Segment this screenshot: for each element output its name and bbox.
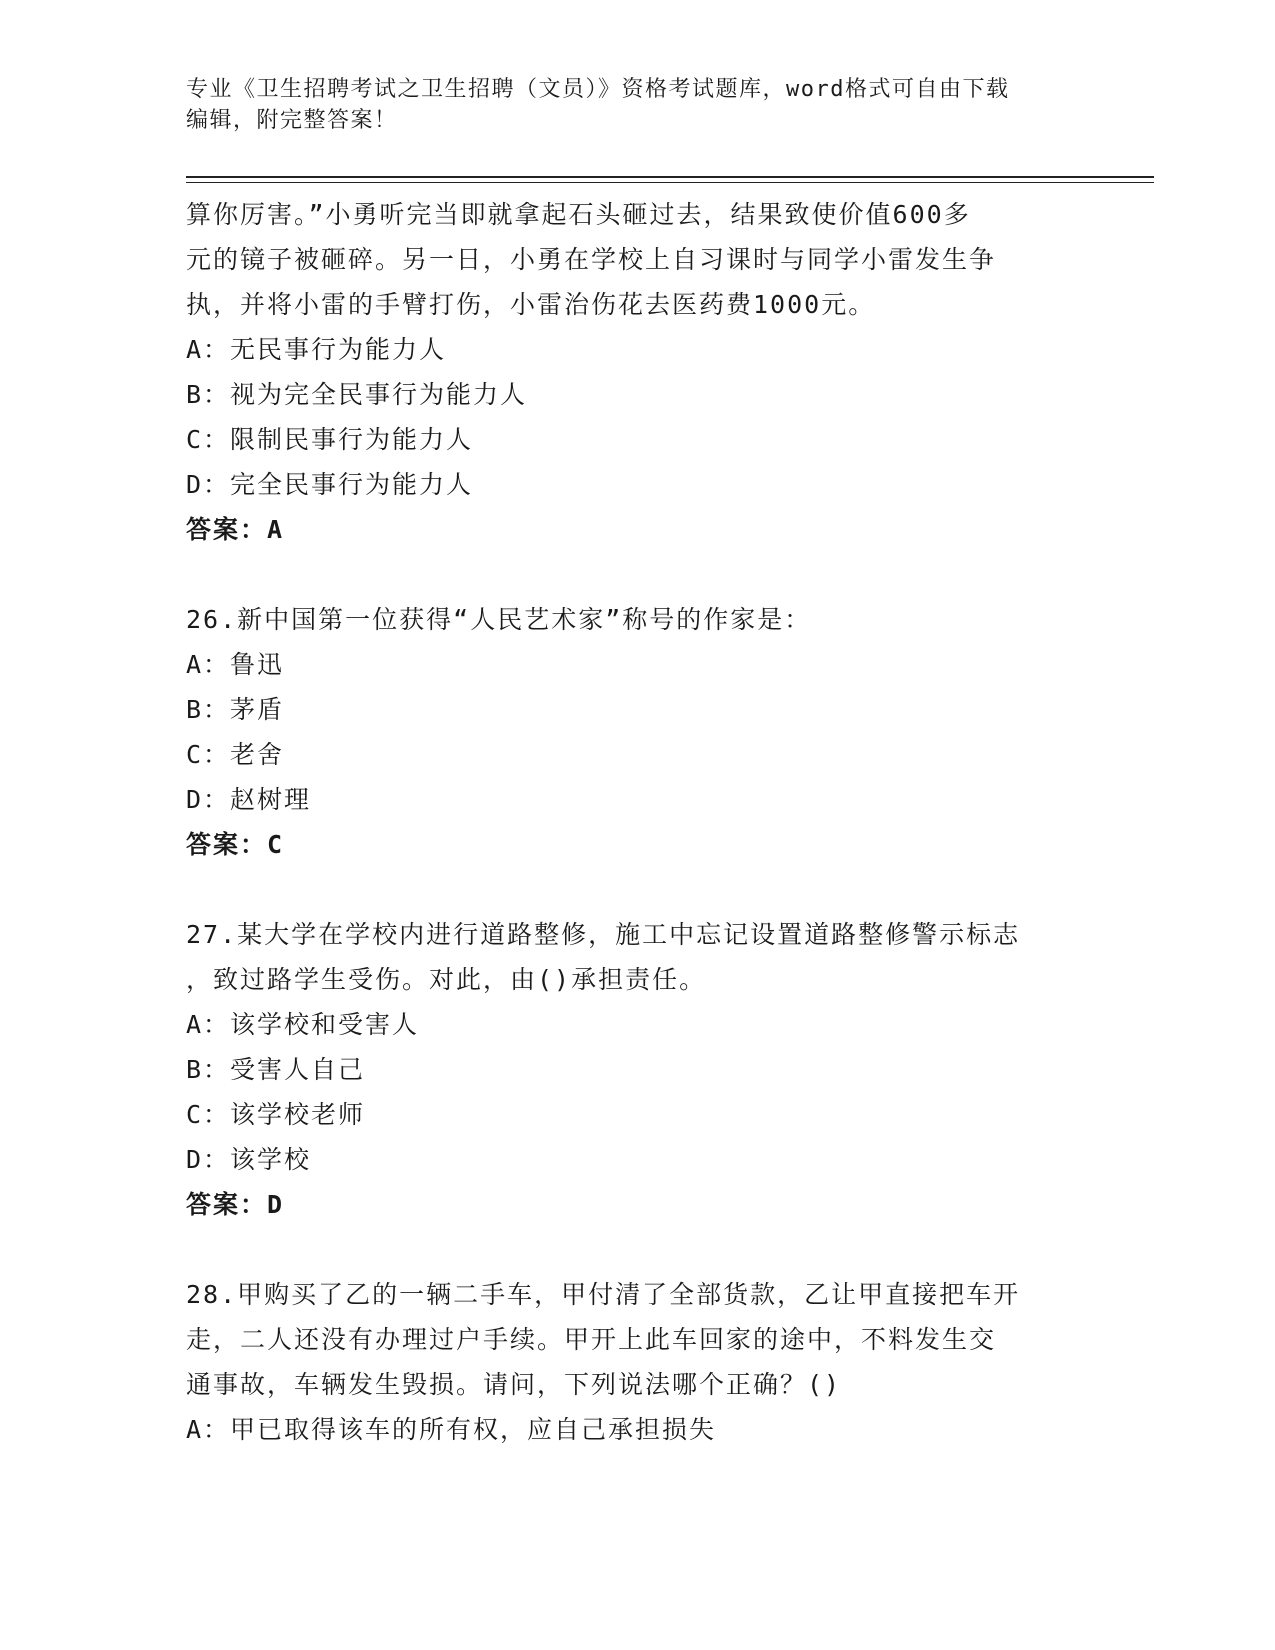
question-stem-line: 算你厉害。”小勇听完当即就拿起石头砸过去，结果致使价值600多 xyxy=(186,200,971,229)
option-a: A：甲已取得该车的所有权，应自己承担损失 xyxy=(186,1415,717,1444)
option-c: C：限制民事行为能力人 xyxy=(186,425,474,454)
option-a: A：该学校和受害人 xyxy=(186,1010,420,1039)
question-stem-line: ，致过路学生受伤。对此，由()承担责任。 xyxy=(186,965,707,994)
question-27 xyxy=(186,912,1106,1227)
option-c: C：老舍 xyxy=(186,740,285,769)
page-header xyxy=(186,74,1066,136)
spacer xyxy=(186,552,1106,597)
option-a: A：鲁迅 xyxy=(186,650,285,679)
answer-line: 答案：C xyxy=(186,830,285,859)
question-stem-line: 走，二人还没有办理过户手续。甲开上此车回家的途中，不料发生交 xyxy=(186,1325,997,1354)
header-rule-thin xyxy=(186,182,1154,183)
option-a: A：无民事行为能力人 xyxy=(186,335,447,364)
header-rule-thick xyxy=(186,176,1154,178)
answer-line: 答案：D xyxy=(186,1190,285,1219)
question-28 xyxy=(186,1272,1106,1452)
option-b: B：视为完全民事行为能力人 xyxy=(186,380,528,409)
spacer xyxy=(186,867,1106,912)
question-stem-line: 27.某大学在学校内进行道路整修，施工中忘记设置道路整修警示标志 xyxy=(186,920,1021,949)
option-d: D：完全民事行为能力人 xyxy=(186,470,474,499)
question-stem-line: 通事故，车辆发生毁损。请问，下列说法哪个正确？() xyxy=(186,1370,842,1399)
option-b: B：受害人自己 xyxy=(186,1055,366,1084)
question-25 xyxy=(186,192,1106,552)
question-stem-line: 执，并将小雷的手臂打伤，小雷治伤花去医药费1000元。 xyxy=(186,290,876,319)
question-26 xyxy=(186,597,1106,867)
option-d: D：赵树理 xyxy=(186,785,312,814)
option-b: B：茅盾 xyxy=(186,695,285,724)
question-stem-line: 元的镜子被砸碎。另一日，小勇在学校上自习课时与同学小雷发生争 xyxy=(186,245,997,274)
option-c: C：该学校老师 xyxy=(186,1100,366,1129)
option-d: D：该学校 xyxy=(186,1145,312,1174)
spacer xyxy=(186,1227,1106,1272)
header-line-2: 编辑，附完整答案！ xyxy=(186,108,398,133)
answer-line: 答案：A xyxy=(186,515,285,544)
question-stem-line: 26.新中国第一位获得“人民艺术家”称号的作家是： xyxy=(186,605,812,634)
question-stem-line: 28.甲购买了乙的一辆二手车，甲付清了全部货款，乙让甲直接把车开 xyxy=(186,1280,1021,1309)
header-line-1: 专业《卫生招聘考试之卫生招聘（文员）》资格考试题库，word格式可自由下载 xyxy=(186,77,1010,102)
question-content xyxy=(186,192,1106,1452)
